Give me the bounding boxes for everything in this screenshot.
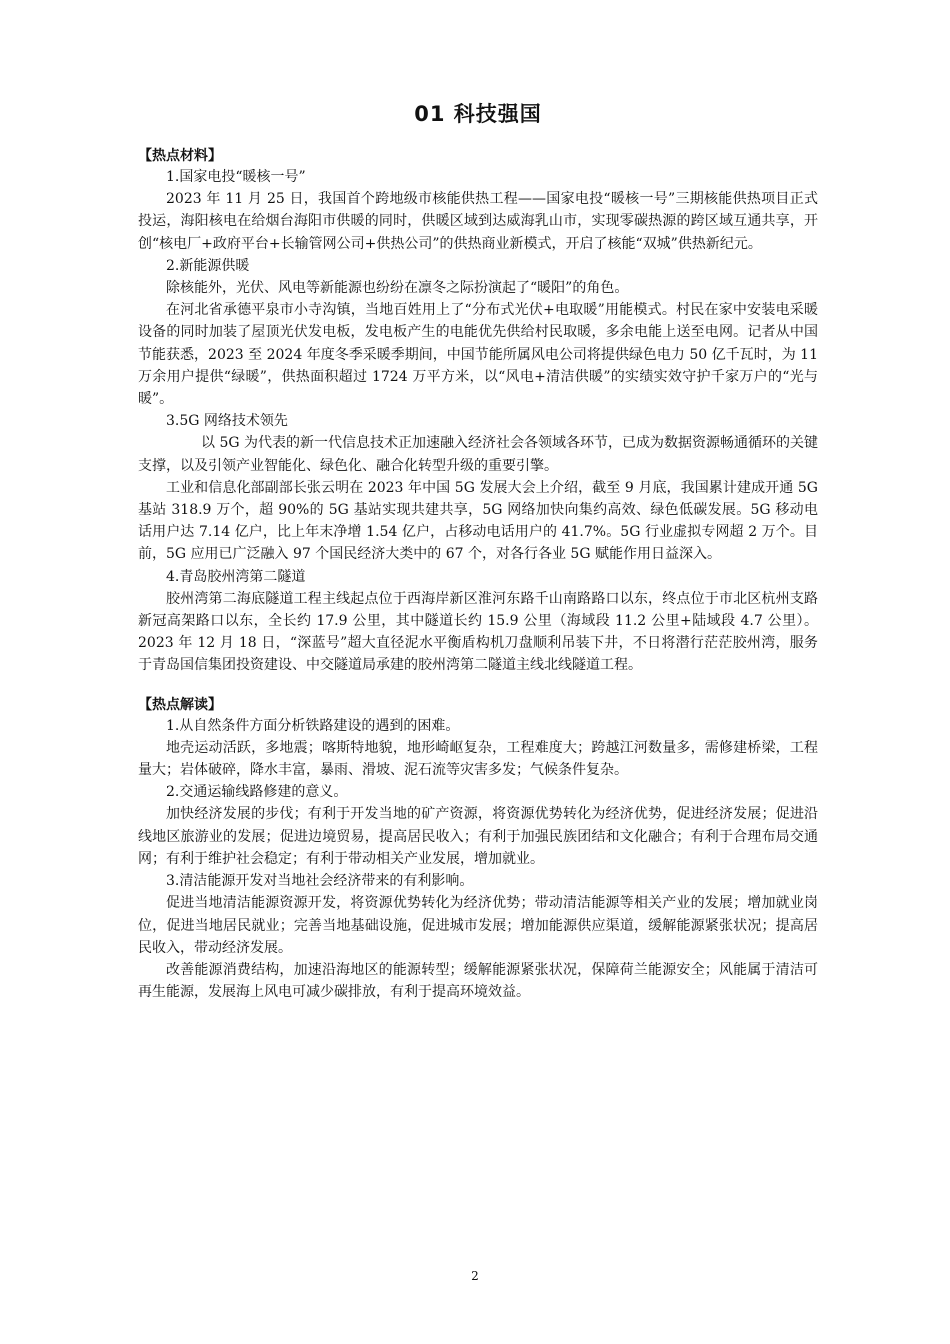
interpretation-2-paragraph-1: 加快经济发展的步伐；有利于开发当地的矿产资源，将资源优势转化为经济优势，促进经济发展；促进沿线地区旅游业的发展；促进边境贸易，提高居民收入；有利于加强民族团结和文化融合；有利于合理布局交通网；有利于维护社会稳定；有利于带动相关产业发展，增加就业。 bbox=[138, 806, 818, 867]
interpretation-1-subtitle: 1.从自然条件方面分析铁路建设的遇到的困难。 bbox=[166, 717, 460, 734]
material-4-paragraph-1: 胶州湾第二海底隧道工程主线起点位于西海岸新区淮河东路千山南路路口以东，终点位于市北区杭州支路新冠高架路口以东，全长约 17.9 公里，其中隧道长约 15.9 公里（海域段 11.2 公里+陆域段 4.7 公里）。2023 年 12 月 18 日，“深蓝号”超大直径泥水平衡盾构机刀盘顺利吊装下井，不日将潜行茫茫胶州湾，服务于青岛国信集团投资建设、中交隧道局承建的胶州湾第二隧道主线北线隧道工程。 bbox=[138, 590, 818, 674]
interpretation-1-paragraph-1: 地壳运动活跃，多地震；喀斯特地貌，地形崎岖复杂，工程难度大；跨越江河数量多，需修建桥梁，工程量大；岩体破碎，降水丰富，暴雨、滑坡、泥石流等灾害多发；气候条件复杂。 bbox=[138, 739, 818, 779]
interpretation-3-paragraph-1: 促进当地清洁能源资源开发，将资源优势转化为经济优势；带动清洁能源等相关产业的发展；增加就业岗位，促进当地居民就业；完善当地基础设施，促进城市发展；增加能源供应渠道，缓解能源紧张状况；提高居民收入，带动经济发展。 bbox=[138, 895, 818, 956]
page-title: 01 科技强国 bbox=[414, 102, 542, 126]
material-4-subtitle: 4.青岛胶州湾第二隧道 bbox=[166, 568, 306, 585]
material-3-paragraph-2: 工业和信息化部副部长张云明在 2023 年中国 5G 发展大会上介绍，截至 9 月底，我国累计建成开通 5G 基站 318.9 万个，超 90%的 5G 基站实现共建共享，5G 网络加快向集约高效、绿色低碳发展。5G 移动电话用户达 7.14 亿户，比上年末净增 1.54 亿户，占移动电话用户的 41.7%。5G 行业虚拟专网超 2 万个。目前，5G 应用已广泛融入 97 个国民经济大类中的 67 个，对各行各业 5G 赋能作用日益深入。 bbox=[138, 479, 818, 563]
material-3-subtitle: 3.5G 网络技术领先 bbox=[166, 413, 288, 430]
page-number: 2 bbox=[471, 1269, 479, 1283]
interpretation-heading: 【热点解读】 bbox=[138, 696, 222, 713]
material-2-subtitle: 2.新能源供暖 bbox=[166, 257, 250, 274]
interpretation-3-subtitle: 3.清洁能源开发对当地社会经济带来的有利影响。 bbox=[166, 873, 474, 890]
material-1-paragraph-1: 2023 年 11 月 25 日，我国首个跨地级市核能供热工程——国家电投“暖核一号”三期核能供热项目正式投运，海阳核电在给烟台海阳市供暖的同时，供暖区域到达威海乳山市，实现零碳热源的跨区域互通共享，开创“核电厂+政府平台+长输管网公司+供热公司”的供热商业新模式，开启了核能“双城”供热新纪元。 bbox=[138, 191, 818, 252]
material-2-paragraph-2: 在河北省承德平泉市小寺沟镇，当地百姓用上了“分布式光伏+电取暖”用能模式。村民在家中安装电采暖设备的同时加装了屋顶光伏发电板，发电板产生的电能优先供给村民取暖，多余电能上送至电网。记者从中国节能获悉，2023 至 2024 年度冬季采暖季期间，中国节能所属风电公司将提供绿色电力 50 亿千瓦时，为 11 万余用户提供“绿暖”，供热面积超过 1724 万平方米，以“风电+清洁供暖”的实绩实效守护千家万户的“光与暖”。 bbox=[138, 302, 818, 408]
document-page bbox=[138, 98, 818, 1003]
interpretation-3-paragraph-2: 改善能源消费结构，加速沿海地区的能源转型；缓解能源紧张状况，保障荷兰能源安全；风能属于清洁可再生能源，发展海上风电可减少碳排放，有利于提高环境效益。 bbox=[138, 961, 818, 1001]
material-1-subtitle: 1.国家电投“暖核一号” bbox=[166, 169, 306, 185]
material-3-paragraph-1: 以 5G 为代表的新一代信息技术正加速融入经济社会各领域各环节，已成为数据资源畅通循环的关键支撑，以及引领产业智能化、绿色化、融合化转型升级的重要引擎。 bbox=[138, 435, 818, 474]
section-spacer bbox=[138, 677, 818, 695]
interpretation-2-subtitle: 2.交通运输线路修建的意义。 bbox=[166, 784, 348, 801]
material-2-paragraph-1: 除核能外，光伏、风电等新能源也纷纷在凛冬之际扮演起了“暖阳”的角色。 bbox=[166, 280, 629, 297]
materials-heading: 【热点材料】 bbox=[138, 148, 222, 164]
